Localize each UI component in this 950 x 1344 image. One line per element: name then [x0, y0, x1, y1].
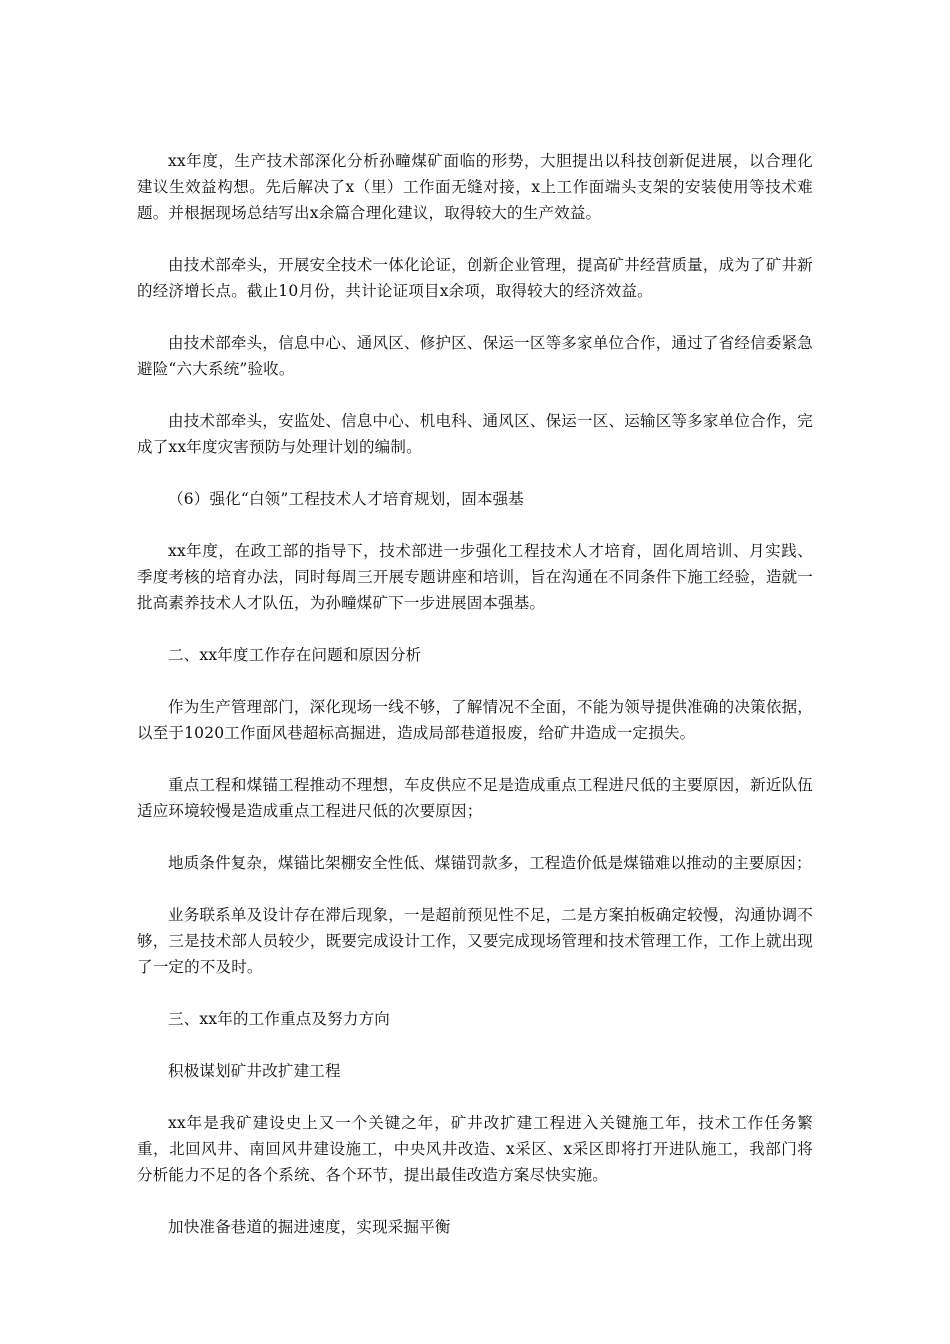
paragraph-7: 重点工程和煤锚工程推动不理想，车皮供应不足是造成重点工程进尺低的主要原因，新近队伍适应环境较慢是造成重点工程进尺低的次要原因；: [137, 776, 813, 820]
paragraph-6: 作为生产管理部门，深化现场一线不够，了解情况不全面，不能为领导提供准确的决策依据，以至于1020工作面风巷超标高掘进，造成局部巷道报废，给矿井造成一定损失。: [137, 698, 813, 742]
paragraph-2: 由技术部牵头，开展安全技术一体化论证，创新企业管理，提高矿井经营质量，成为了矿井新的经济增长点。截止10月份，共计论证项目x余项，取得较大的经济效益。: [137, 256, 813, 300]
paragraph-4: 由技术部牵头，安监处、信息中心、机电科、通风区、保运一区、运输区等多家单位合作，完成了xx年度灾害预防与处理计划的编制。: [137, 412, 813, 456]
section-heading-2: 二、xx年度工作存在问题和原因分析: [168, 646, 422, 664]
paragraph-5: xx年度，在政工部的指导下，技术部进一步强化工程技术人才培育，固化周培训、月实践、季度考核的培育办法，同时每周三开展专题讲座和培训，旨在沟通在不同条件下施工经验，造就一批高素养技术人才队伍，为孙疃煤矿下一步进展固本强基。: [137, 542, 813, 612]
section-heading-6: （6）强化“白领”工程技术人才培育规划，固本强基: [168, 490, 525, 508]
section-heading-3: 三、xx年的工作重点及努力方向: [168, 1010, 390, 1028]
paragraph-9: 业务联系单及设计存在滞后现象，一是超前预见性不足，二是方案拍板确定较慢，沟通协调不够，三是技术部人员较少，既要完成设计工作，又要完成现场管理和技术管理工作，工作上就出现了一定的不及时。: [137, 906, 813, 976]
subheading-excavation: 加快准备巷道的掘进速度，实现采掘平衡: [168, 1218, 451, 1236]
paragraph-1: xx年度，生产技术部深化分析孙疃煤矿面临的形势，大胆提出以科技创新促进展，以合理化建议生效益构想。先后解决了x（里）工作面无缝对接，x上工作面端头支架的安装使用等技术难题。并根据现场总结写出x余篇合理化建议，取得较大的生产效益。: [137, 152, 813, 222]
paragraph-3: 由技术部牵头，信息中心、通风区、修护区、保运一区等多家单位合作，通过了省经信委紧急避险“六大系统”验收。: [137, 334, 813, 378]
paragraph-8: 地质条件复杂，煤锚比架棚安全性低、煤锚罚款多，工程造价低是煤锚难以推动的主要原因；: [168, 854, 812, 872]
document-page: [137, 148, 813, 1240]
subheading-expansion: 积极谋划矿井改扩建工程: [168, 1062, 341, 1080]
paragraph-10: xx年是我矿建设史上又一个关键之年，矿井改扩建工程进入关键施工年，技术工作任务繁重，北回风井、南回风井建设施工，中央风井改造、x采区、x采区即将打开进队施工，我部门将分析能力不足的各个系统、各个环节，提出最佳改造方案尽快实施。: [137, 1114, 813, 1184]
